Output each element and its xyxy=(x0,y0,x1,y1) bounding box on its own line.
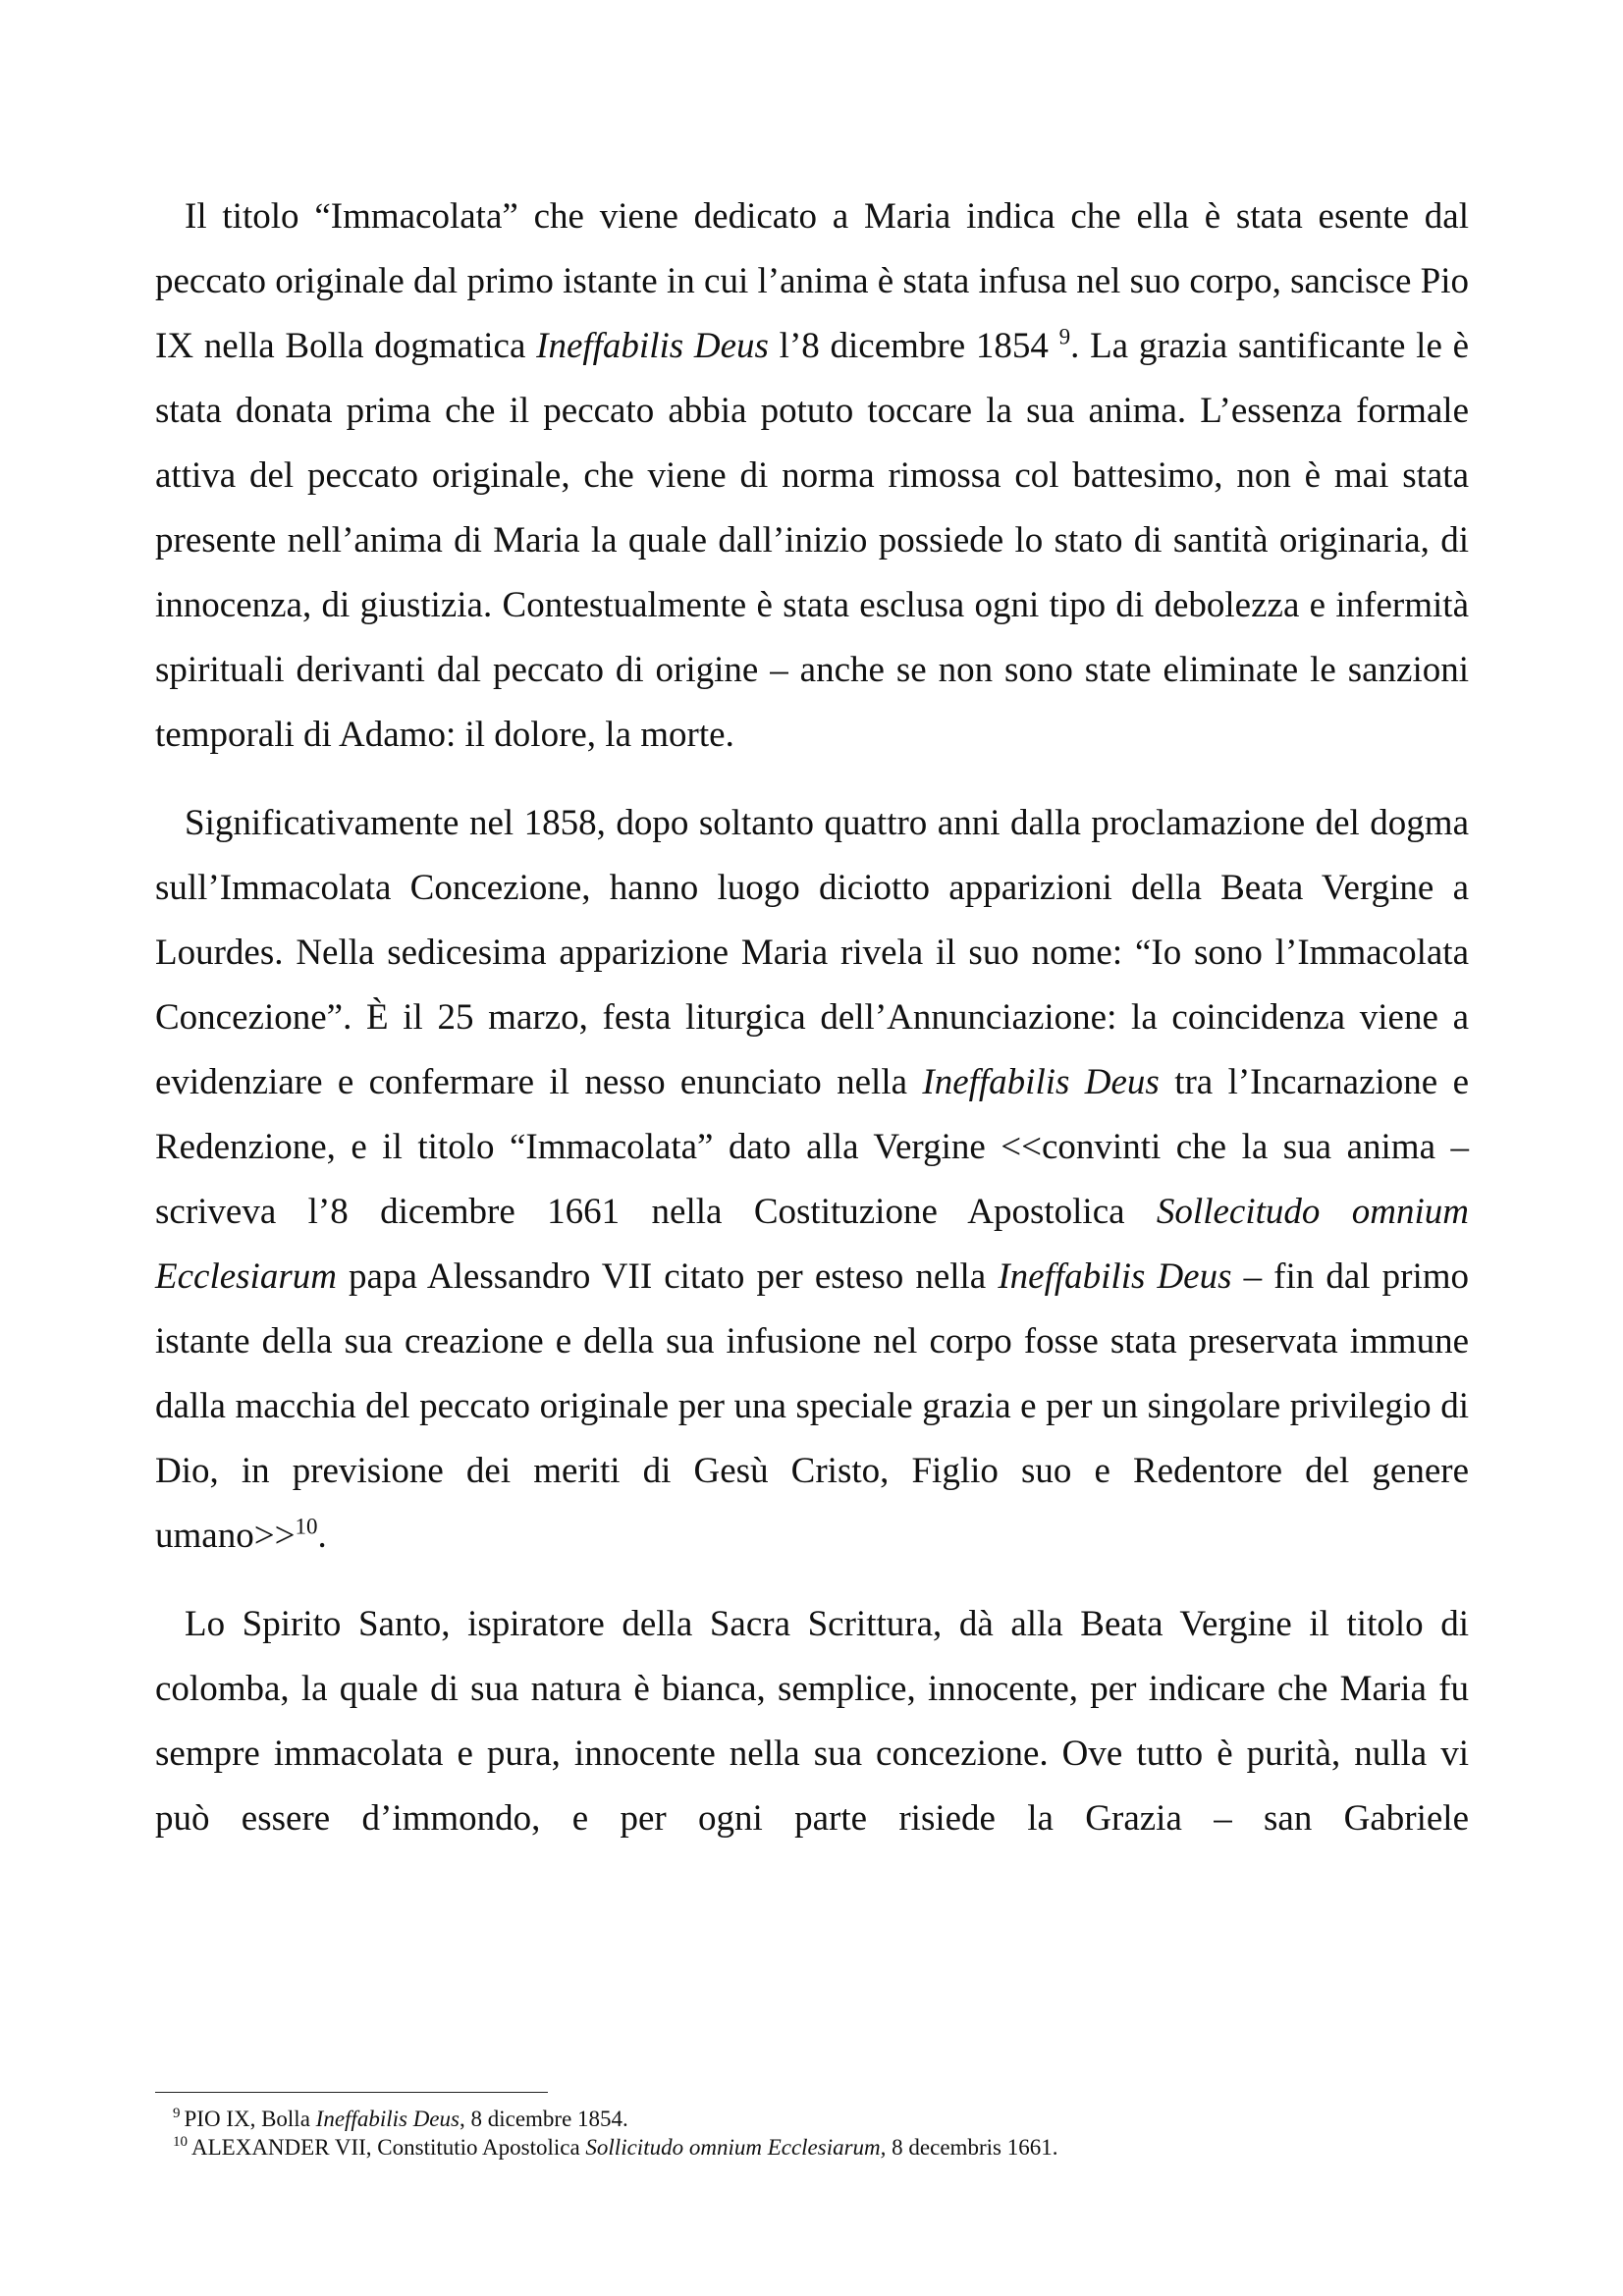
italic-title: Ineffabilis Deus xyxy=(315,2107,460,2131)
footnote-reference: 9 xyxy=(1058,324,1071,349)
body-text xyxy=(155,185,1469,1851)
footnote-9 xyxy=(155,2105,1469,2133)
footnote-number: 10 xyxy=(173,2134,188,2151)
text-run: l’8 dicembre 1854 xyxy=(768,326,1059,366)
text-run: , 8 dicembre 1854. xyxy=(459,2107,628,2131)
text-run: – fin dal primo istante della sua creazione e della sua infusione nel corpo fosse stata preservata immune dalla macchia del peccato originale per una speciale grazia e per un singolare privilegio di Dio, in previsione dei meriti di Gesù Cristo, Figlio suo e Redentore del genere umano>> xyxy=(155,1256,1470,1556)
text-run: tra l’Incarnazione e Redenzione, e il titolo “Immacolata” dato alla Vergine <<convinti che la sua anima – scriveva l’8 dicembre 1661 nella Costituzione Apostolica xyxy=(155,1062,1469,1232)
text-run: ALEXANDER VII, Constitutio Apostolica xyxy=(191,2135,586,2160)
text-run: papa Alessandro VII citato per esteso nella xyxy=(336,1256,999,1297)
footnotes xyxy=(155,2105,1469,2162)
text-run: 8 decembris 1661. xyxy=(886,2135,1058,2160)
italic-title: Sollicitudo omnium Ecclesiarum, xyxy=(585,2135,887,2160)
paragraph-1 xyxy=(155,185,1469,768)
italic-title: Ineffabilis Deus xyxy=(922,1062,1160,1102)
text-run: . La grazia santificante le è stata donata prima che il peccato abbia potuto toccare la sua anima. L’essenza formale attiva del peccato originale, che viene di norma rimossa col battesimo, non è mai stata presente nell’anima di Maria la quale dall’inizio possiede lo stato di santità originaria, di innocenza, di giustizia. Contestualmente è stata esclusa ogni tipo di debolezza e infermità spirituali derivanti dal peccato di origine – anche se non sono state eliminate le sanzioni temporali di Adamo: il dolore, la morte. xyxy=(155,326,1470,755)
text-run: Lo Spirito Santo, ispiratore della Sacra Scrittura, dà alla Beata Vergine il titolo di colomba, la quale di sua natura è bianca, semplice, innocente, per indicare che Maria fu sempre immacolata e pura, innocente nella sua concezione. Ove tutto è purità, nulla vi può essere d’immondo, e per ogni parte risiede la Grazia – san Gabriele xyxy=(155,1604,1469,1839)
footnote-number: 9 xyxy=(173,2106,181,2122)
paragraph-2 xyxy=(155,791,1469,1569)
italic-title: Ineffabilis Deus xyxy=(536,326,769,366)
paragraph-3 xyxy=(155,1592,1469,1851)
footnote-10 xyxy=(155,2133,1469,2162)
text-run: Il titolo “Immacolata” che viene dedicato a Maria indica che ella è stata esente dal peccato originale dal primo istante in cui l’anima è stata infusa nel suo corpo, sancisce Pio IX nella Bolla dogmatica xyxy=(155,196,1469,366)
footnote-reference: 10 xyxy=(295,1514,318,1539)
text-run: PIO IX, Bolla xyxy=(184,2107,316,2131)
text-run: Significativamente nel 1858, dopo soltanto quattro anni dalla proclamazione del dogma sull’Immacolata Concezione, hanno luogo diciotto apparizioni della Beata Vergine a Lourdes. Nella sedicesima apparizione Maria rivela il suo nome: “Io sono l’Immacolata Concezione”. È il 25 marzo, festa liturgica dell’Annunciazione: la coincidenza viene a evidenziare e confermare il nesso enunciato nella xyxy=(155,803,1469,1102)
italic-title: Sollecitudo omnium Ecclesiarum xyxy=(155,1192,1469,1297)
text-run: . xyxy=(317,1516,327,1556)
footnote-separator xyxy=(155,2092,548,2093)
italic-title: Ineffabilis Deus xyxy=(998,1256,1232,1297)
